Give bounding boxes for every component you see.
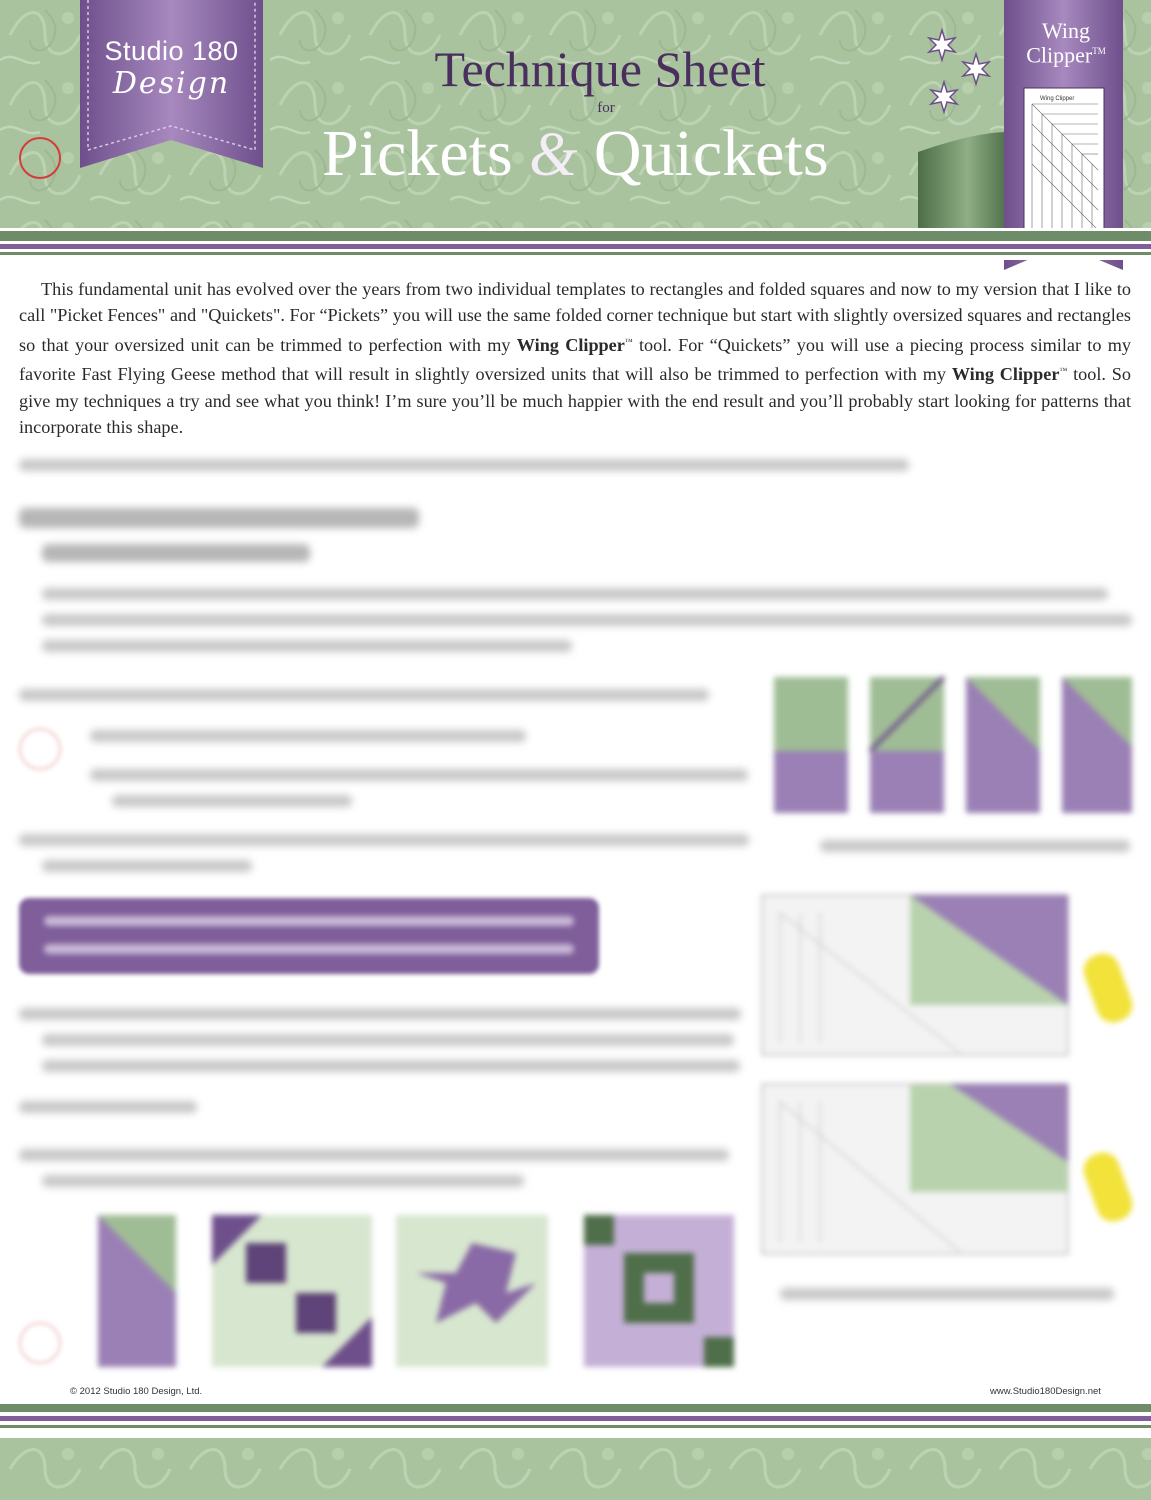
tool-name <box>1010 18 1122 68</box>
trim-figure-1 <box>760 893 1140 1063</box>
tool-name-line2: Clipper <box>1026 42 1093 68</box>
blurred-subheading <box>42 544 310 562</box>
trademark: ™ <box>624 336 633 346</box>
blurred-text-line <box>19 689 709 701</box>
page-title-line1: Technique Sheet <box>434 41 766 97</box>
stripe-purple <box>0 244 1151 249</box>
blurred-text-line <box>42 1175 524 1187</box>
ruler-label: Wing Clipper <box>1040 96 1075 102</box>
stripe-green-thin <box>0 252 1151 255</box>
note-line <box>44 944 574 954</box>
stripe-green <box>0 231 1151 241</box>
blurred-text-line <box>90 730 526 742</box>
blurred-text-line <box>42 640 572 652</box>
title-quickets: Quickets <box>593 117 829 190</box>
blurred-text-line <box>42 614 1132 626</box>
blurred-text-line <box>42 1060 740 1072</box>
blurred-text-line <box>112 795 352 807</box>
blurred-text-line <box>19 834 749 846</box>
quilt-block-figures <box>96 1213 746 1369</box>
website-link[interactable]: www.Studio180Design.net <box>990 1386 1101 1397</box>
footer-banner <box>0 1438 1151 1500</box>
intro-text-3: tool. So give my techniques a try and see what you think! I’m sure you’ll be much happier with the end result and you’ll probably start looking for patterns that incorporate this shape. <box>19 364 1131 438</box>
figure-caption <box>780 1288 1114 1300</box>
damask-background <box>0 1438 1151 1500</box>
blurred-text-line <box>42 1034 734 1046</box>
blurred-text-line <box>42 588 1108 600</box>
step-figures <box>772 675 1134 815</box>
hole-punch-marker <box>19 137 61 179</box>
intro-text-2: tool. For “Quickets” you will use a piecing process similar to my favorite Fast Flying Geese method that will result in slightly oversized units that will also be trimmed to perfection with my <box>19 334 1131 385</box>
trim-figure-2 <box>760 1082 1140 1262</box>
footer-stripe-green-thin <box>0 1425 1151 1428</box>
header-stripes <box>0 228 1151 260</box>
tool-name-line1: Wing <box>1042 18 1090 43</box>
blurred-text-line <box>42 860 252 872</box>
tool-reference: Wing Clipper <box>516 334 625 355</box>
brand-name: Studio 180 <box>104 36 239 66</box>
trademark: TM <box>1092 46 1106 56</box>
page-title-line2 <box>322 116 829 192</box>
blurred-text-line <box>19 1101 197 1113</box>
blurred-text-line <box>90 769 748 781</box>
figure-caption <box>820 840 1130 852</box>
hole-punch-marker <box>19 1322 61 1364</box>
copyright-text: © 2012 Studio 180 Design, Ltd. <box>70 1386 203 1397</box>
blurred-heading <box>19 508 419 528</box>
footer-stripe-purple <box>0 1416 1151 1421</box>
intro-text-1: This fundamental unit has evolved over the years from two individual templates to rectangles and folded squares and now to my version that I like to call "Picket Fences" and "Quickets". For “Pickets” you will use the same folded corner technique but start with slightly oversized squares and rectangles so that your oversized unit can be trimmed to perfection with my <box>19 279 1131 355</box>
brand-script: Design <box>112 66 231 101</box>
tool-reference: Wing Clipper <box>951 364 1060 385</box>
note-box <box>19 898 599 974</box>
footer-stripe-green <box>0 1404 1151 1412</box>
hole-punch-marker <box>19 728 61 770</box>
title-pickets: Pickets <box>322 117 513 190</box>
trademark: ™ <box>1059 366 1068 376</box>
blurred-text-line <box>19 459 909 471</box>
intro-paragraph <box>19 276 1131 441</box>
brand-ribbon <box>80 0 263 168</box>
page-title-for: for <box>597 100 615 116</box>
title-ampersand: & <box>529 121 578 189</box>
blurred-text-line <box>19 1149 729 1161</box>
blurred-text-line <box>19 1008 741 1020</box>
note-line <box>44 916 574 926</box>
